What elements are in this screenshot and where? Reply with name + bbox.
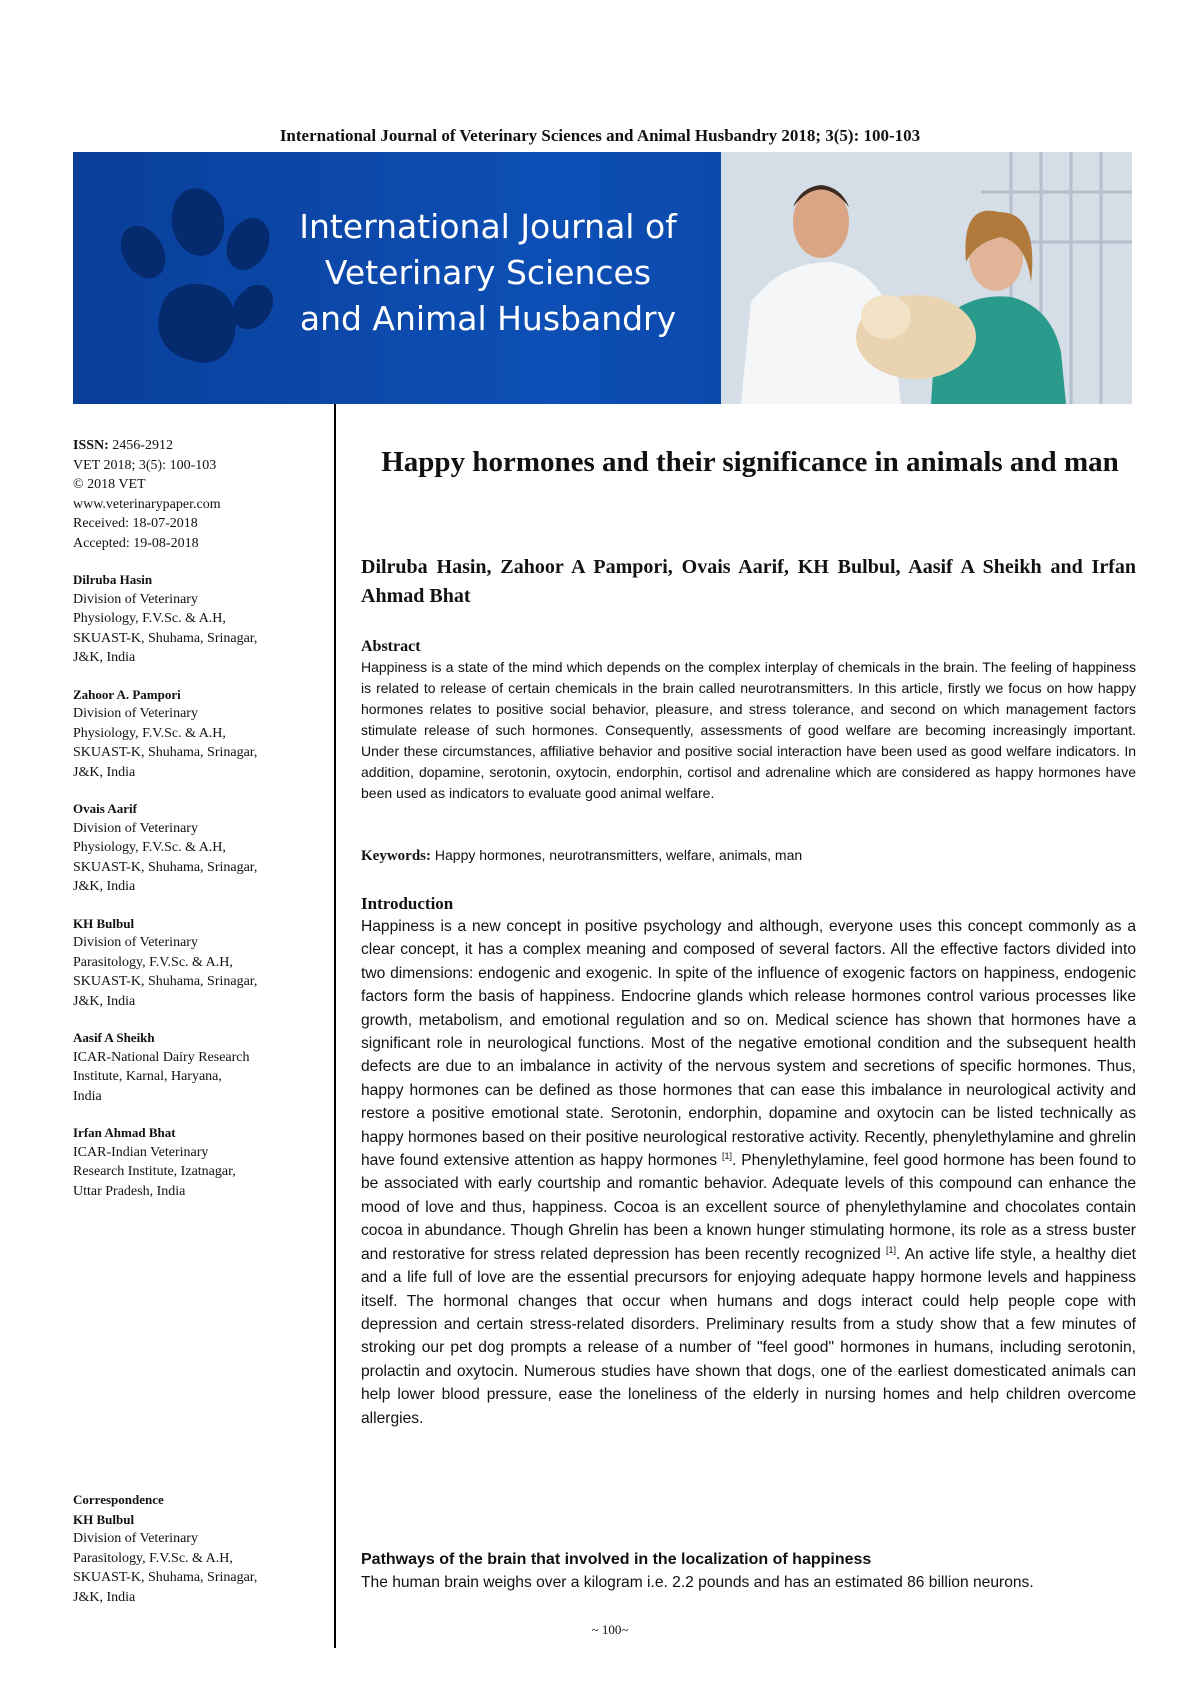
journal-banner xyxy=(73,152,1132,404)
paw-print-icon xyxy=(103,182,283,382)
author-name: Zahoor A. Pampori xyxy=(73,686,181,702)
issn-label: ISSN: xyxy=(73,438,109,453)
abstract-section xyxy=(361,636,1136,804)
affiliation-line: Parasitology, F.V.Sc. & A.H, xyxy=(73,954,233,970)
affiliation-line: Division of Veterinary xyxy=(73,1531,198,1546)
affiliation-line: Research Institute, Izatnagar, xyxy=(73,1164,236,1179)
article-sidebar xyxy=(73,436,313,1201)
keywords-label: Keywords: xyxy=(361,848,431,864)
journal-name xyxy=(288,204,688,342)
affiliation-line: J&K, India xyxy=(73,879,136,894)
affiliation-line: SKUAST-K, Shuhama, Srinagar, xyxy=(73,1570,258,1585)
author-name: Aasif A Sheikh xyxy=(73,1030,155,1045)
pathways-text: The human brain weighs over a kilogram i.e. 2.2 pounds and has an estimated 86 billion neurons. xyxy=(361,1574,1034,1592)
copyright: © 2018 VET xyxy=(73,477,146,492)
author-block xyxy=(73,799,313,897)
introduction-section xyxy=(361,892,1136,1430)
intro-text-part: . Phenylethylamine, feel good hormone has been found to be associated with early courtship and romantic behavior. Adequate levels of this compound can enhance the mood of love and thus, happiness. Cocoa is an excellent source of phenylethylamine and chocolates contain cocoa in abundance. Though Ghrelin has been a known hunger stimulating hormone, its role as a stress buster and restorative for stress related depression has been recently recognized xyxy=(361,1152,1137,1263)
author-block xyxy=(73,685,313,783)
abstract-text: Happiness is a state of the mind which depends on the complex interplay of chemicals in the brain. The feeling of happiness is related to release of certain chemicals in the brain called neurotransmitters. In this article, firstly we focus on how happy hormones relates to positive social behavior, pleasure, and stress tolerance, and second on which management factors stimulate release of such hormones. Consequently, assessments of good welfare are becoming increasingly important. Under these circumstances, affiliative behavior and positive social interaction have been used as good welfare indicators. In addition, dopamine, serotonin, oxytocin, endorphin, cortisol and adrenaline which are considered as happy hormones have been used as indicators to evaluate good animal welfare. xyxy=(361,659,1136,801)
pathways-heading: Pathways of the brain that involved in the localization of happiness xyxy=(361,1551,872,1568)
page-number: ~ 100~ xyxy=(591,1622,629,1637)
issn-value: 2456-2912 xyxy=(108,438,173,453)
correspondence-block xyxy=(73,1490,313,1607)
affiliation-line: J&K, India xyxy=(73,650,136,665)
author-name: KH Bulbul xyxy=(73,915,135,931)
keywords-text: Happy hormones, neurotransmitters, welfare, animals, man xyxy=(431,847,803,863)
author-block xyxy=(73,570,313,668)
affiliation-line: SKUAST-K, Shuhama, Srinagar, xyxy=(73,859,258,875)
affiliation-line: Division of Veterinary xyxy=(73,706,198,721)
article-authors: Dilruba Hasin, Zahoor A Pampori, Ovais Aarif, KH Bulbul, Aasif A Sheikh and Irfan Ahmad Bhat xyxy=(361,556,1136,607)
running-head: International Journal of Veterinary Sciences and Animal Husbandry 2018; 3(5): 100-103 xyxy=(279,126,921,145)
article-title: Happy hormones and their significance in animals and man xyxy=(381,446,1119,478)
journal-name-line: Veterinary Sciences xyxy=(324,253,652,292)
reference-marker: [1] xyxy=(886,1244,897,1255)
abstract-heading: Abstract xyxy=(361,638,421,655)
affiliation-line: Uttar Pradesh, India xyxy=(73,1183,186,1199)
affiliation-line: Division of Veterinary xyxy=(73,935,198,950)
author-block xyxy=(73,1123,313,1201)
pathways-section xyxy=(361,1548,1136,1595)
keywords-section xyxy=(361,845,1136,866)
affiliation-line: ICAR-Indian Veterinary xyxy=(73,1144,209,1160)
affiliation-line: Institute, Karnal, Haryana, xyxy=(73,1069,222,1084)
affiliation-line: J&K, India xyxy=(73,993,136,1009)
vet-citation: VET 2018; 3(5): 100-103 xyxy=(73,457,217,473)
affiliation-line: J&K, India xyxy=(73,764,136,780)
intro-text-part: Happiness is a new concept in positive psychology and although, everyone uses this concept commonly as a clear concept, it has a complex meaning and composed of several factors. All the effective factors divided into two dimensions: endogenic and exogenic. In spite of the influence of exogenic factors on happiness, endogenic factors form the basis of happiness. Endocrine glands which release hormones control various processes like growth, metabolism, and emotional regulation and so on. Medical science has shown that hormones have a significant role in neurological functions. Most of the negative emotional condition and the subsequent health defects are due to an imbalance in activity of the nervous system and secretions of specific hormones. Thus, happy hormones can be defined as those hormones that can ease this imbalance in neurological activity and restore a positive emotional state. Serotonin, endorphin, dopamine and oxytocin can be listed technically as happy hormones based on their positive neurological restorative activity. Recently, phenylethylamine and ghrelin have found extensive attention as happy hormones xyxy=(361,918,1136,1170)
author-name: Irfan Ahmad Bhat xyxy=(73,1125,176,1140)
reference-marker: [1] xyxy=(721,1150,732,1161)
author-name: Ovais Aarif xyxy=(73,801,137,816)
affiliation-line: Physiology, F.V.Sc. & A.H, xyxy=(73,840,226,855)
affiliation-line: Division of Veterinary xyxy=(73,820,198,836)
affiliation-line: Physiology, F.V.Sc. & A.H, xyxy=(73,725,226,741)
correspondence-name: KH Bulbul xyxy=(73,1511,135,1527)
affiliation-line: ICAR-National Dairy Research xyxy=(73,1049,250,1065)
affiliation-line: SKUAST-K, Shuhama, Srinagar, xyxy=(73,974,258,989)
affiliation-line: Parasitology, F.V.Sc. & A.H, xyxy=(73,1550,233,1566)
website: www.veterinarypaper.com xyxy=(73,496,221,512)
journal-name-line: and Animal Husbandry xyxy=(299,299,677,338)
author-name: Dilruba Hasin xyxy=(73,572,153,587)
journal-name-line: International Journal of xyxy=(299,207,677,246)
affiliation-line: J&K, India xyxy=(73,1589,136,1605)
affiliation-line: SKUAST-K, Shuhama, Srinagar, xyxy=(73,745,258,760)
introduction-heading: Introduction xyxy=(361,894,454,913)
affiliation-line: Division of Veterinary xyxy=(73,591,198,607)
author-block xyxy=(73,1028,313,1106)
affiliation-line: Physiology, F.V.Sc. & A.H, xyxy=(73,611,226,626)
intro-text-part: . An active life style, a healthy diet and a life full of love are the essential precursors for enjoying adequate happy hormone levels and happiness itself. The hormonal changes that occur when humans and dogs interact could help people cope with depression and certain stress-related disorders. Preliminary results from a study show that a few minutes of stroking our pet dog prompts a release of a number of "feel good" hormones in humans, including serotonin, prolactin and oxytocin. Numerous studies have shown that dogs, one of the earliest domesticated animals can help lower blood pressure, ease the loneliness of the elderly in nursing homes and help children overcome allergies. xyxy=(361,1245,1136,1427)
received-date: Received: 18-07-2018 xyxy=(73,516,198,531)
accepted-date: Accepted: 19-08-2018 xyxy=(73,535,199,551)
correspondence-title: Correspondence xyxy=(73,1492,164,1507)
issn-line xyxy=(73,436,313,456)
banner-photo xyxy=(721,152,1132,404)
article-meta xyxy=(73,436,313,553)
affiliation-line: India xyxy=(73,1088,102,1104)
affiliation-line: SKUAST-K, Shuhama, Srinagar, xyxy=(73,630,258,646)
author-block xyxy=(73,914,313,1012)
introduction-text xyxy=(361,918,1136,1427)
column-divider xyxy=(334,404,336,1648)
